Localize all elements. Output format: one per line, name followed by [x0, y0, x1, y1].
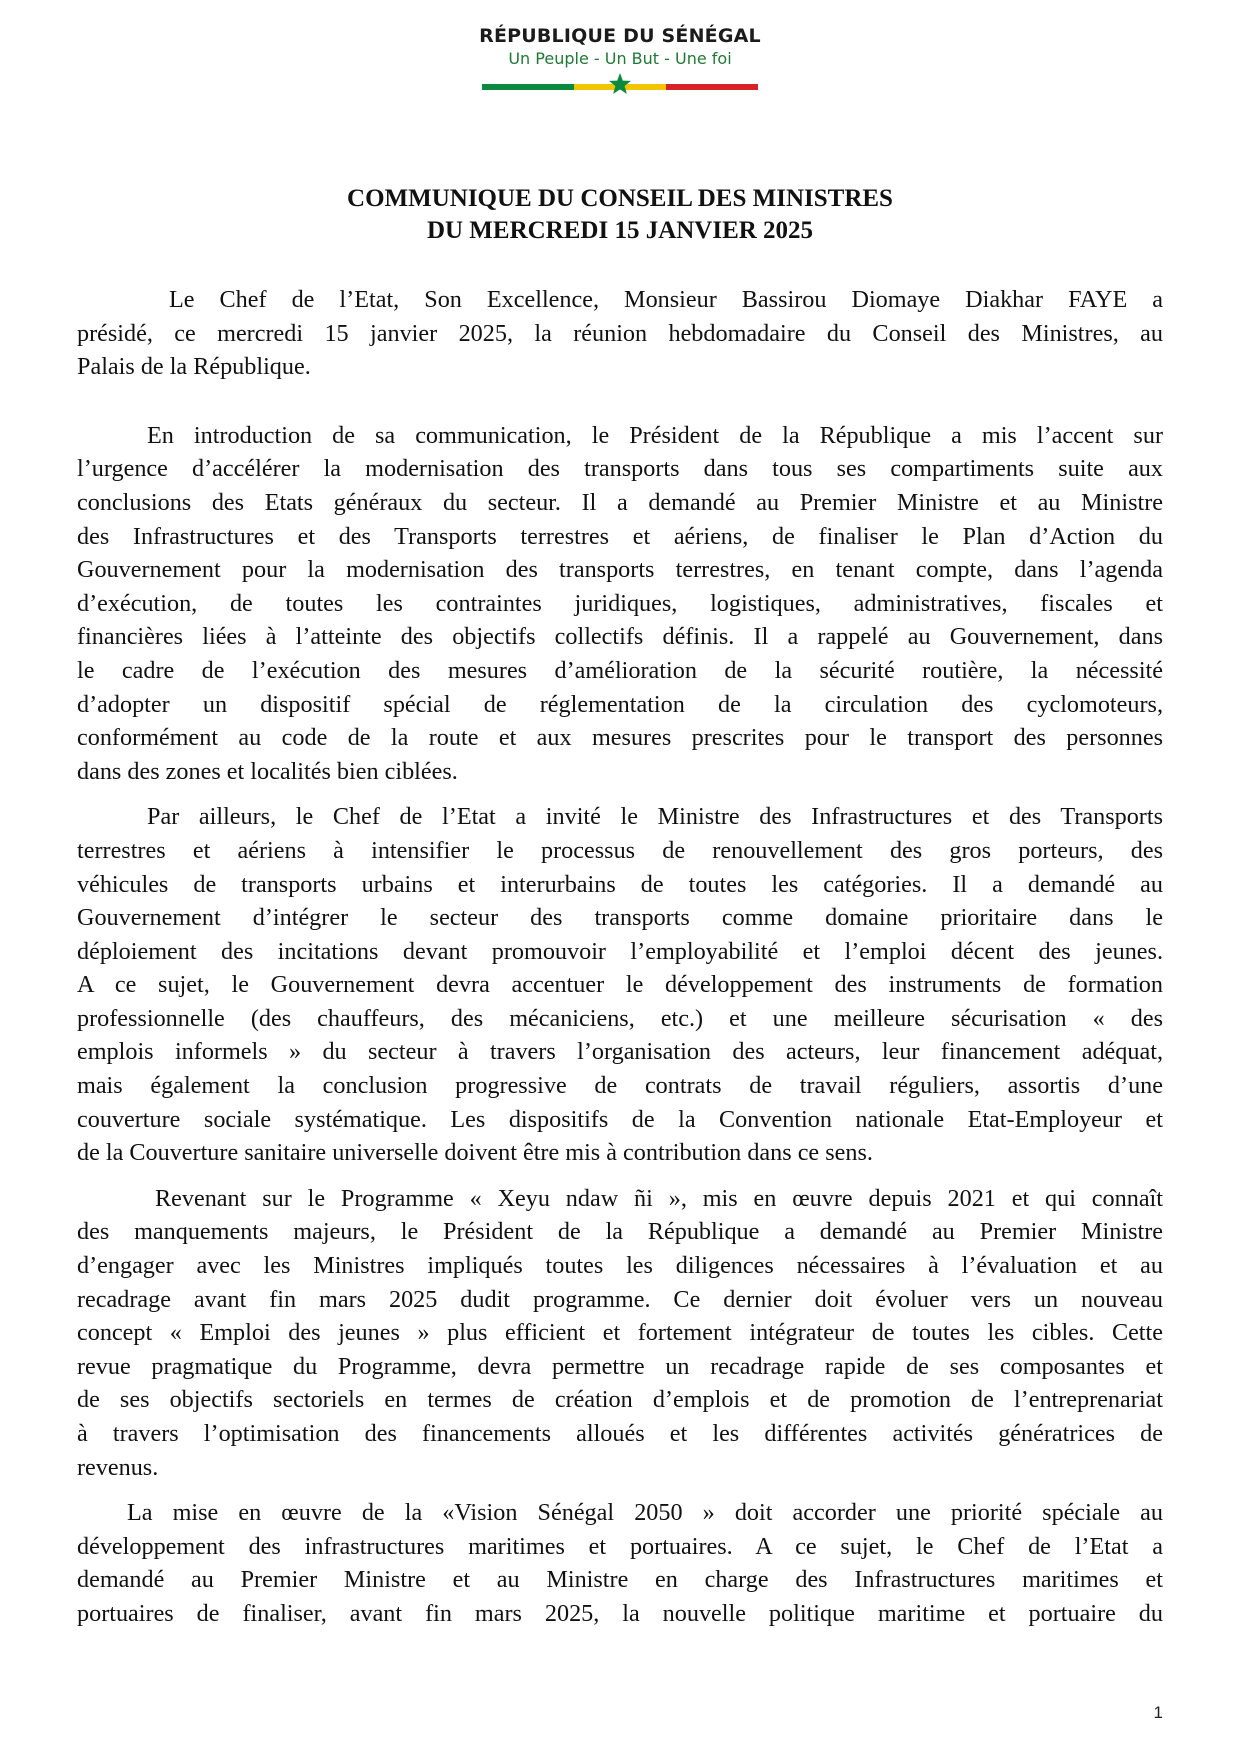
- text-line: des Infrastructures et des Transports terrestres et aériens, de finaliser le Plan d’Action du: [77, 522, 1163, 550]
- text-line: véhicules de transports urbains et interurbains de toutes les catégories. Il a demandé au: [77, 870, 1163, 898]
- text-line: conclusions des Etats généraux du secteur. Il a demandé au Premier Ministre et au Ministre: [77, 488, 1163, 516]
- paragraph-2: [77, 419, 1163, 789]
- letterhead: [0, 24, 1240, 94]
- text-line: concept « Emploi des jeunes » plus efficient et fortement intégrateur de toutes les cibles. Cette: [77, 1319, 1163, 1347]
- text-line: couverture sociale systématique. Les dispositifs de la Convention nationale Etat-Employeur et: [77, 1105, 1163, 1133]
- text-line: conformément au code de la route et aux mesures prescrites pour le transport des personnes: [77, 724, 1163, 752]
- text-line: Par ailleurs, le Chef de l’Etat a invité le Ministre des Infrastructures et des Transports: [147, 803, 1163, 831]
- text-line: développement des infrastructures maritimes et portuaires. A ce sujet, le Chef de l’Etat a: [77, 1532, 1163, 1560]
- text-line: d’adopter un dispositif spécial de réglementation de la circulation des cyclomoteurs,: [77, 690, 1163, 718]
- text-line: déploiement des incitations devant promouvoir l’employabilité et l’emploi décent des jeunes.: [77, 937, 1163, 965]
- communique-title: [0, 183, 1240, 247]
- flag-bar: [482, 72, 758, 94]
- text-line: de ses objectifs sectoriels en termes de création d’emplois et de promotion de l’entreprenariat: [77, 1386, 1163, 1414]
- text-line: La mise en œuvre de la «Vision Sénégal 2050 » doit accorder une priorité spéciale au: [127, 1499, 1163, 1527]
- republic-name: RÉPUBLIQUE DU SÉNÉGAL: [479, 25, 761, 47]
- national-motto: Un Peuple - Un But - Une foi: [508, 49, 732, 68]
- title-line-2: DU MERCREDI 15 JANVIER 2025: [426, 217, 814, 244]
- paragraph-1: [77, 283, 1163, 384]
- text-line: l’urgence d’accélérer la modernisation des transports dans tous ses compartiments suite aux: [77, 455, 1163, 483]
- flag-stripe-green: [482, 84, 574, 90]
- text-line: présidé, ce mercredi 15 janvier 2025, la réunion hebdomadaire du Conseil des Ministres, au: [77, 319, 1163, 347]
- text-line: A ce sujet, le Gouvernement devra accentuer le développement des instruments de formation: [77, 971, 1163, 999]
- paragraph-4: [77, 1182, 1163, 1484]
- text-line: emplois informels » du secteur à travers l’organisation des acteurs, leur financement adéquat,: [77, 1038, 1163, 1066]
- text-line: En introduction de sa communication, le Président de la République a mis l’accent sur: [147, 421, 1163, 449]
- text-line: Le Chef de l’Etat, Son Excellence, Monsieur Bassirou Diomaye Diakhar FAYE a: [169, 286, 1163, 313]
- text-line: des manquements majeurs, le Président de la République a demandé au Premier Ministre: [77, 1218, 1163, 1246]
- text-line: le cadre de l’exécution des mesures d’amélioration de la sécurité routière, la nécessité: [77, 656, 1163, 684]
- title-line-1: COMMUNIQUE DU CONSEIL DES MINISTRES: [347, 185, 893, 212]
- text-line: revenus.: [77, 1453, 159, 1481]
- text-line: Gouvernement pour la modernisation des transports terrestres, en tenant compte, dans l’agenda: [77, 556, 1163, 584]
- text-line: financières liées à l’atteinte des objectifs collectifs définis. Il a rappelé au Gouvernement, dans: [77, 623, 1163, 651]
- text-line: Palais de la République.: [77, 353, 311, 381]
- text-line: Gouvernement d’intégrer le secteur des transports comme domaine prioritaire dans le: [77, 904, 1163, 932]
- flag-stripe-red: [666, 84, 758, 90]
- page-number: 1: [1153, 1703, 1163, 1722]
- star-icon: [608, 72, 632, 96]
- paragraph-5: [77, 1496, 1163, 1630]
- text-line: d’engager avec les Ministres impliqués toutes les diligences nécessaires à l’évaluation et au: [77, 1252, 1163, 1280]
- text-line: de la Couverture sanitaire universelle doivent être mis à contribution dans ce sens.: [77, 1139, 873, 1167]
- text-line: professionnelle (des chauffeurs, des mécaniciens, etc.) et une meilleure sécurisation « des: [77, 1004, 1163, 1032]
- text-line: dans des zones et localités bien ciblées.: [77, 757, 458, 785]
- paragraph-3: [77, 800, 1163, 1170]
- text-line: recadrage avant fin mars 2025 dudit programme. Ce dernier doit évoluer vers un nouveau: [77, 1285, 1163, 1313]
- text-line: revue pragmatique du Programme, devra permettre un recadrage rapide de ses composantes et: [77, 1352, 1163, 1380]
- text-line: à travers l’optimisation des financements alloués et les différentes activités génératrices de: [77, 1420, 1163, 1447]
- communique-body: [77, 283, 1163, 1631]
- text-line: d’exécution, de toutes les contraintes juridiques, logistiques, administratives, fiscales et: [77, 589, 1163, 617]
- text-line: mais également la conclusion progressive de contrats de travail réguliers, assortis d’une: [77, 1072, 1163, 1100]
- text-line: portuaires de finaliser, avant fin mars 2025, la nouvelle politique maritime et portuaire du: [77, 1599, 1163, 1627]
- text-line: terrestres et aériens à intensifier le processus de renouvellement des gros porteurs, des: [77, 836, 1163, 864]
- text-line: Revenant sur le Programme « Xeyu ndaw ñi », mis en œuvre depuis 2021 et qui connaît: [155, 1184, 1163, 1212]
- text-line: demandé au Premier Ministre et au Ministre en charge des Infrastructures maritimes et: [77, 1566, 1163, 1594]
